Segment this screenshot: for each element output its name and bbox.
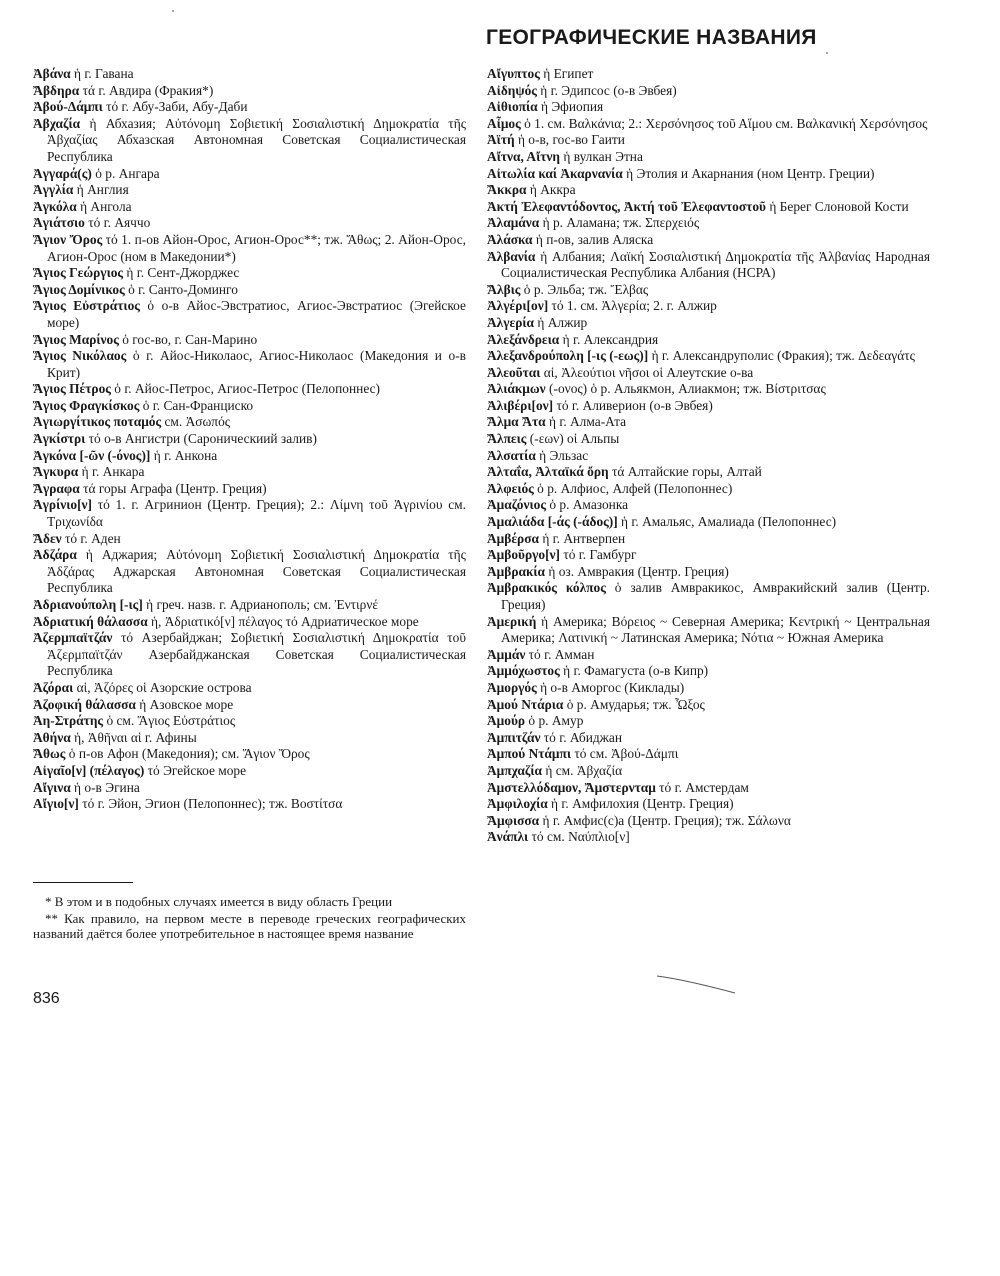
entry-headword: Αἰδηψός [487, 82, 537, 98]
entry-definition: ἡ вулкан Этна [560, 148, 643, 164]
dictionary-entry [487, 298, 930, 315]
entry-headword: Ἀμπού Ντάμπι [487, 746, 571, 762]
entry-headword: Ἀμαλιάδα [-άς (-άδος)] [487, 514, 618, 530]
entry-definition: ὁ г. Санто-Доминго [124, 281, 238, 297]
dictionary-entry [487, 199, 930, 216]
entry-headword: Ἀλγερία [487, 314, 535, 330]
entry-definition: αἱ, Ἀλεούτιοι νῆσοι οἱ Алеутские о-ва [540, 364, 754, 380]
entry-definition: ἡ г. Фамагуста (о-в Кипр) [559, 663, 709, 679]
entry-headword: Ἀμαζόνιος [487, 497, 546, 513]
entry-definition: τό Эгейское море [144, 762, 247, 778]
entry-definition: ὁ р. Амур [525, 713, 584, 729]
entry-definition: ὁ залив Амвракикос, Амвракийский залив (Центр. Греция) [501, 580, 930, 612]
dictionary-entry [33, 614, 466, 631]
entry-headword: Ἀλεξάνδρεια [487, 331, 560, 347]
dictionary-entry [487, 83, 930, 100]
entry-headword: Ἀγιάτσιο [33, 215, 85, 231]
dictionary-entry [33, 780, 466, 797]
footnote-divider [33, 882, 133, 883]
dictionary-entry [33, 298, 466, 331]
dictionary-entry [487, 166, 930, 183]
entry-definition: τό см. Ναύπλιο[ν] [528, 829, 630, 845]
dictionary-entry [487, 531, 930, 548]
dictionary-entry [33, 497, 466, 530]
entry-definition: ὁ р. Ангара [91, 165, 160, 181]
entry-headword: Ἄμφισσα [487, 812, 540, 828]
dictionary-entry [487, 680, 930, 697]
entry-definition: τό г. Гамбург [560, 547, 637, 563]
dictionary-entry [33, 232, 466, 265]
entry-definition: ὁ 1. см. Βαλκάνια; 2.: Χερσόνησος τοῦ Αἵμου см. Βαλκανική Χερσόνησος [520, 115, 928, 131]
entry-headword: Ἀμβοῦργο[ν] [487, 547, 560, 563]
entry-definition: ἡ Англия [73, 182, 129, 198]
dictionary-entry [33, 763, 466, 780]
entry-definition: αἱ, Ἀζόρες οἱ Азорские острова [73, 679, 252, 695]
entry-definition: τό г. Амман [525, 646, 595, 662]
dictionary-entry [487, 215, 930, 232]
entry-headword: Ἀζερμπαϊτζάν [33, 630, 113, 646]
entry-definition: ἡ о-в, гос-во Гаити [514, 132, 625, 148]
dictionary-entry [33, 680, 466, 697]
entry-definition: ὁ г. Айос-Николаос, Агиос-Николаос (Македония и о-в Крит) [47, 348, 466, 380]
entry-definition: ὁ р. Эльба; тж. Ἔλβας [520, 281, 649, 297]
dictionary-entry [487, 746, 930, 763]
dictionary-entry [487, 431, 930, 448]
entry-headword: Ἀλεοῦται [487, 364, 541, 380]
entry-headword: Ἄβδηρα [33, 82, 80, 98]
entry-headword: Ἀλβανία [487, 248, 536, 264]
entry-headword: Ἀμπχαζία [487, 762, 543, 778]
entry-definition: τό 1. п-ов Айон-Орос, Агион-Орос**; тж. Ἄθως; 2. Айон-Орос, Агион-Орос (ном в Македонии*) [47, 231, 466, 264]
scan-speck [172, 10, 174, 12]
entry-definition: ἡ г. Анкона [150, 447, 218, 463]
entry-definition: ἡ г. Амальяс, Амалиада (Пелопоннес) [617, 514, 837, 530]
dictionary-entry [33, 99, 466, 116]
dictionary-entry [33, 166, 466, 183]
entry-headword: Ἀθήνα [33, 729, 71, 745]
dictionary-entry [487, 132, 930, 149]
entry-definition: ἡ Алжир [534, 314, 588, 330]
dictionary-entry [33, 265, 466, 282]
entry-headword: Ἀλφειός [487, 480, 534, 496]
dictionary-entry [33, 414, 466, 431]
entry-definition: ἡ, Ἀδριατικό[ν] πέλαγος τό Адриатическое море [147, 613, 419, 629]
entry-definition: ὁ см. Ἅγιος Εὐστράτιος [103, 713, 236, 729]
entry-definition: ὁ о-в Айос-Эвстратиос, Агиос-Эвстратиос (Эгейское море) [47, 298, 466, 330]
entry-definition: ἡ Абхазия; Αὐτόνομη Σοβιετική Σοσιαλιστική Δημοκρατία τῆς Ἀβχαζίας Абхазская Автономная Советская Социалистическая Республика [47, 115, 466, 164]
dictionary-entry [487, 514, 930, 531]
dictionary-entry [487, 497, 930, 514]
entry-headword: Ἄγκυρα [33, 464, 79, 480]
entry-headword: Ἀμβρακικός κόλπος [487, 580, 606, 596]
entry-headword: Ἀλταΐα, Ἀλταϊκά ὄρη [487, 464, 609, 480]
dictionary-entry [33, 398, 466, 415]
entry-headword: Ἀμπιτζάν [487, 729, 541, 745]
dictionary-entry [487, 365, 930, 382]
entry-headword: Ἀβχαζία [33, 115, 81, 131]
dictionary-entry [487, 348, 930, 365]
entry-headword: Ἄλμα Ἄτα [487, 414, 546, 430]
entry-headword: Ἀλσατία [487, 447, 536, 463]
entry-headword: Ἀλαμάνα [487, 215, 540, 231]
scan-speck [826, 52, 828, 54]
dictionary-entry [33, 182, 466, 199]
entry-definition: ἡ Берег Слоновой Кости [765, 198, 909, 214]
entry-definition: см. Ἀσωπός [161, 414, 231, 430]
entry-headword: Ἀμφιλοχία [487, 796, 548, 812]
entry-definition: ἡ г. Сент-Джорджес [123, 265, 240, 281]
dictionary-entry [487, 398, 930, 415]
entry-headword: Ἀκτή Ἐλεφαντόδοντος, Ἀκτή τοῦ Ἐλεφαντοστοῦ [487, 198, 766, 214]
dictionary-entry [33, 282, 466, 299]
dictionary-entry [33, 597, 466, 614]
entry-headword: Ἀνάπλι [487, 829, 529, 845]
dictionary-entry [487, 149, 930, 166]
entry-definition: ἡ оз. Амвракия (Центр. Греция) [545, 563, 729, 579]
page-number: 836 [33, 990, 60, 1007]
dictionary-entry [487, 481, 930, 498]
entry-headword: Ἅγιος Νικόλαος [33, 348, 127, 364]
entry-definition: ἡ п-ов, залив Аляска [532, 231, 654, 247]
dictionary-entry [33, 332, 466, 349]
entry-definition: ἡ Ангола [76, 198, 132, 214]
entry-definition: ἡ г. Эдипсос (о-в Эвбея) [536, 82, 677, 98]
entry-headword: Ἀγγαρά(ς) [33, 165, 92, 181]
entry-headword: Ἄθως [33, 746, 66, 762]
entry-definition: τό г. Аяччо [84, 215, 151, 231]
entry-definition: ἡ Азовское море [135, 696, 234, 712]
dictionary-entry [33, 746, 466, 763]
dictionary-entry [487, 663, 930, 680]
entry-definition: ἡ Эльзас [535, 447, 589, 463]
entry-definition: ὁ гос-во, г. Сан-Марино [118, 331, 258, 347]
dictionary-entry [487, 66, 930, 83]
dictionary-entry [487, 829, 930, 846]
entry-headword: Ἀμερική [487, 613, 537, 629]
entry-definition: ὁ р. Алфиос, Алфей (Пелопоннес) [533, 480, 733, 496]
entry-headword: Ἀλεξανδρούπολη [-ις (-εως)] [487, 348, 649, 364]
entry-headword: Ἀμστελλόδαμον, Ἄμστερνταμ [487, 779, 656, 795]
entry-definition: τό см. Ἀβού-Δάμπι [571, 746, 679, 762]
entry-definition: ἡ о-в Аморгос (Киклады) [536, 679, 685, 695]
dictionary-entry [487, 580, 930, 613]
entry-definition: ἡ, Ἀθῆναι αἱ г. Афины [70, 729, 197, 745]
entry-headword: Ἀλάσκα [487, 231, 533, 247]
entry-headword: Αἴγυπτος [487, 66, 540, 81]
entry-definition: ὁ р. Амударья; тж. Ὦξος [563, 696, 705, 712]
entry-definition: ἡ см. Ἀβχαζία [542, 762, 623, 778]
entry-headword: Ἄλβις [487, 281, 521, 297]
entry-headword: Αἴγινα [33, 779, 71, 795]
entry-headword: Αἰθιοπία [487, 99, 538, 115]
entry-headword: Ἄκκρα [487, 182, 527, 198]
entry-headword: Ἀμοργός [487, 679, 537, 695]
dictionary-entry [33, 448, 466, 465]
entry-headword: Ἀγιωργίτικος ποταμός [33, 414, 162, 430]
entry-definition: ἡ греч. назв. г. Адрианополь; см. Ἐντιρνέ [142, 597, 379, 612]
entry-headword: Αἶμος [487, 115, 521, 131]
dictionary-entry [487, 614, 930, 647]
dictionary-entry [487, 116, 930, 133]
entry-headword: Ἅγιος Φραγκίσκος [33, 397, 140, 413]
footnote-2: ** Как правило, на первом месте в переводе греческих географических названий даётся более употребительное в настоящее время название [33, 910, 466, 941]
entry-definition: τά горы Аграфа (Центр. Греция) [79, 480, 267, 496]
entry-headword: Ἄγραφα [33, 480, 80, 496]
entry-definition: ἡ г. Амфилохия (Центр. Греция) [547, 796, 734, 812]
entry-definition: τό г. Аливерион (о-в Эвбея) [553, 397, 713, 413]
entry-headword: Ἀμβέρσα [487, 530, 539, 546]
dictionary-entry [33, 431, 466, 448]
dictionary-entry [487, 182, 930, 199]
entry-headword: Ἀμμόχωστος [487, 663, 560, 679]
entry-definition: ἡ г. Гавана [70, 66, 134, 81]
entry-headword: Ἀμβρακία [487, 563, 546, 579]
dictionary-entry [33, 116, 466, 166]
entry-headword: Αἴτνα, Αἴτνη [487, 148, 560, 164]
entry-headword: Ἅγιος Εὐστράτιος [33, 298, 140, 314]
entry-headword: Ἅγιος Γεώργιος [33, 265, 124, 281]
entry-headword: Ἀγγλία [33, 182, 74, 198]
entry-headword: Ἅγιος Πέτρος [33, 381, 111, 397]
entry-definition: τό г. Амстердам [655, 779, 749, 795]
entry-definition: τό г. Аден [61, 530, 121, 546]
entry-definition: ἡ г. Александрия [559, 331, 659, 347]
pen-stroke-mark [655, 973, 737, 995]
entry-headword: Ἀμμάν [487, 646, 526, 662]
entry-headword: Ἀλγέρι[ον] [487, 298, 549, 314]
entry-headword: Ἀβού-Δάμπι [33, 99, 103, 115]
dictionary-entry [33, 531, 466, 548]
footnotes [33, 894, 466, 943]
dictionary-entry [33, 464, 466, 481]
dictionary-entry [487, 448, 930, 465]
dictionary-entry [487, 282, 930, 299]
entry-headword: Ἀγκόλα [33, 198, 77, 214]
entry-headword: Ἅγιον Ὄρος [33, 231, 103, 247]
entry-headword: Ἄλπεις [487, 431, 527, 447]
dictionary-entry [487, 332, 930, 349]
entry-definition: τό 1. г. Агринион (Центр. Греция); 2.: Λίμνη τοῦ Ἀγρινίου см. Τριχωνίδα [47, 497, 466, 530]
left-column [33, 66, 466, 813]
dictionary-entry [33, 66, 466, 83]
entry-headword: Ἀμού Ντάρια [487, 696, 564, 712]
entry-headword: Ἀγρίνιο[ν] [33, 497, 92, 513]
entry-definition: ἡ р. Аламана; тж. Σπερχειός [539, 215, 700, 231]
footnote-1: * В этом и в подобных случаях имеется в виду область Греции [45, 894, 393, 909]
entry-definition: ἡ г. Александруполис (Фракия); тж. Δεδεαγάτς [648, 348, 915, 364]
entry-headword: Ἀζοφική θάλασσα [33, 696, 136, 712]
dictionary-entry [487, 232, 930, 249]
entry-headword: Ἀμούρ [487, 713, 526, 729]
dictionary-entry [487, 813, 930, 830]
entry-headword: Ἀλιβέρι[ον] [487, 397, 554, 413]
dictionary-entry [487, 464, 930, 481]
dictionary-entry [487, 547, 930, 564]
dictionary-entry [487, 763, 930, 780]
entry-definition: ἡ г. Амфис(с)а (Центр. Греция); тж. Σάλωνα [539, 812, 791, 828]
dictionary-entry [33, 730, 466, 747]
dictionary-entry [33, 199, 466, 216]
entry-definition: ἡ г. Антверпен [538, 530, 626, 546]
dictionary-entry [33, 713, 466, 730]
entry-definition: ἡ о-в Эгина [70, 779, 140, 795]
dictionary-entry [487, 315, 930, 332]
dictionary-entry [33, 348, 466, 381]
dictionary-entry [487, 796, 930, 813]
dictionary-entry [487, 249, 930, 282]
dictionary-entry [487, 564, 930, 581]
entry-definition: ἡ г. Алма-Ата [545, 414, 627, 430]
dictionary-entry [487, 647, 930, 664]
dictionary-entry [33, 630, 466, 680]
dictionary-entry [487, 730, 930, 747]
page-title: ГЕОГРАФИЧЕСКИЕ НАЗВАНИЯ [486, 26, 817, 49]
entry-definition: ὁ г. Айос-Петрос, Агиос-Петрос (Пелопоннес) [110, 381, 380, 397]
entry-headword: Αἴγιο[ν] [33, 796, 79, 812]
entry-headword: Ἄδεν [33, 530, 62, 546]
entry-definition: ἡ Аджария; Αὐτόνομη Σοβιετική Σοσιαλιστική Δημοκρατία τῆς Ἀδζάρας Аджарская Автономная Советская Социалистическая Республика [47, 547, 466, 596]
entry-definition: τά г. Авдира (Фракия*) [79, 82, 214, 98]
entry-definition: ἡ Этолия и Акарнания (ном Центр. Греции) [622, 165, 875, 181]
dictionary-entry [33, 547, 466, 597]
entry-headword: Ἀβάνα [33, 66, 71, 81]
entry-definition: τό г. Абу-Заби, Абу-Даби [102, 99, 248, 115]
dictionary-entry [33, 697, 466, 714]
entry-definition: ὁ п-ов Афон (Македония); см. Ἅγιον Ὄρος [65, 746, 310, 762]
dictionary-entry [33, 215, 466, 232]
entry-definition: τό г. Эйон, Эгион (Пелопоннес); тж. Βοστίτσα [78, 796, 343, 812]
dictionary-entry [487, 414, 930, 431]
entry-headword: Ἅγιος Μαρίνος [33, 331, 119, 347]
entry-headword: Ἀη-Στράτης [33, 713, 104, 729]
dictionary-entry [33, 796, 466, 813]
entry-definition: ἡ Америка; Βόρειος ~ Северная Америка; Κεντρική ~ Центральная Америка; Λατινική ~ Латинская Америка; Νότια ~ Южная Америка [501, 613, 930, 646]
entry-headword: Ἀδζάρα [33, 547, 77, 563]
dictionary-entry [487, 713, 930, 730]
entry-headword: Ἀγκίστρι [33, 431, 86, 447]
entry-headword: Αἰτωλία καί Ἀκαρνανία [487, 165, 623, 181]
entry-headword: Αἰγαῖο[ν] (πέλαγος) [33, 762, 145, 778]
dictionary-entry [33, 83, 466, 100]
entry-definition: ἡ Албания; Λαϊκή Σοσιαλιστική Δημοκρατία τῆς Ἀλβανίας Народная Социалистическая Республика Албания (НСРА) [501, 248, 930, 281]
dictionary-entry [33, 481, 466, 498]
dictionary-entry [487, 381, 930, 398]
entry-definition: τά Алтайские горы, Алтай [608, 464, 762, 480]
entry-definition: (-ονος) ὁ р. Альякмон, Алиакмон; тж. Βίστριτσας [545, 381, 826, 397]
entry-definition: τό г. Абиджан [540, 729, 623, 745]
entry-definition: τό Азербайджан; Σοβιετική Σοσιαλιστική Δημοκρατία τοῦ Ἀζερμπαϊτζάν Азербайджанская Советская Социалистическая Республика [47, 630, 466, 679]
entry-definition: ὁ р. Амазонка [545, 497, 629, 513]
dictionary-entry [33, 381, 466, 398]
entry-definition: ἡ г. Анкара [78, 464, 145, 480]
entry-headword: Ἅγιος Δομίνικος [33, 281, 125, 297]
entry-headword: Ἀδριατική θάλασσα [33, 613, 148, 629]
entry-definition: (-εων) οἱ Альпы [526, 431, 620, 447]
entry-definition: ἡ Эфиопия [537, 99, 604, 115]
right-column [487, 66, 930, 846]
entry-definition: ἡ Аккра [526, 182, 576, 198]
entry-headword: Ἀζόραι [33, 679, 74, 695]
dictionary-entry [487, 780, 930, 797]
entry-definition: ἡ Египет [539, 66, 594, 81]
entry-headword: Ἀϊτή [487, 132, 515, 148]
entry-definition: ὁ г. Сан-Франциско [139, 397, 254, 413]
entry-definition: τό о-в Ангистри (Сароническиий залив) [85, 431, 317, 447]
entry-definition: τό 1. см. Ἀλγερία; 2. г. Алжир [548, 298, 717, 314]
entry-headword: Ἀδριανούπολη [-ις] [33, 597, 143, 612]
dictionary-entry [487, 697, 930, 714]
entry-headword: Ἀλιάκμων [487, 381, 546, 397]
entry-headword: Ἀγκόνα [-ῶν (-όνος)] [33, 447, 151, 463]
dictionary-entry [487, 99, 930, 116]
